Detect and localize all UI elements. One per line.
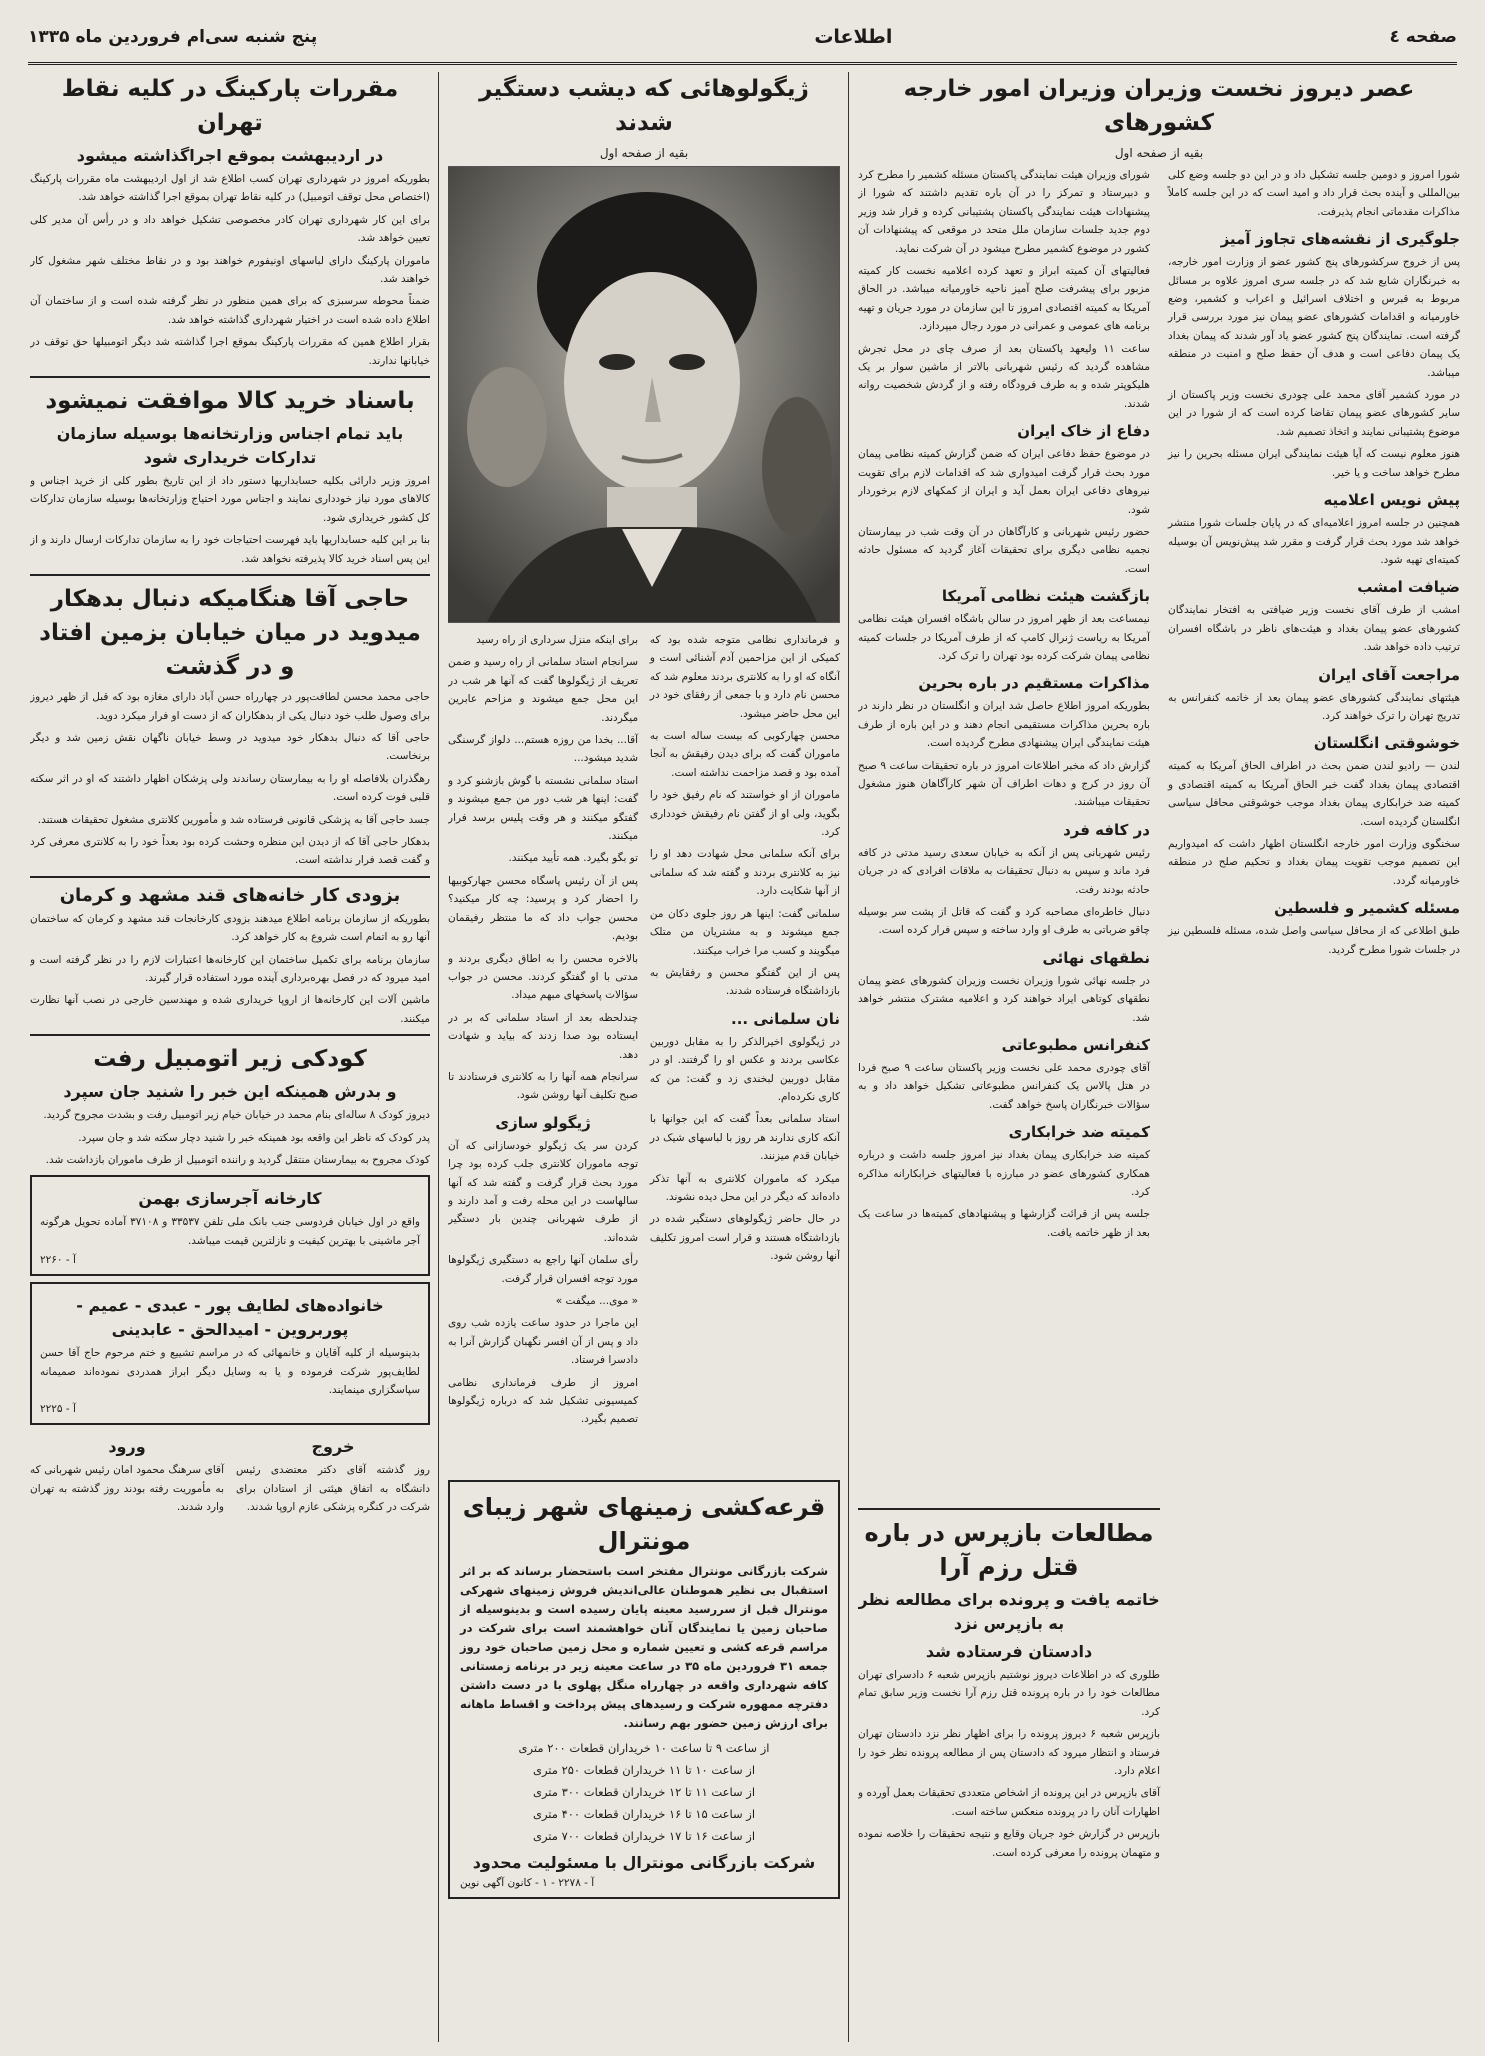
divider	[30, 876, 430, 878]
paragraph: سلمانی گفت: اینها هر روز جلوی دکان من جمع میشوند و به مشتریان من متلک میگویند و کسب مرا خراب میکنند.	[649, 907, 840, 957]
column-right	[858, 72, 1460, 2047]
paragraph: فعالیتهای آن کمیته ابراز و تعهد کرده اعلامیه نخست کار کمیته مزبور برای پیشرفت صلح آمیز ناحیه خاورمیانه میباشد. در الحاق آمریکا به کمیته اقتصادی امروز تا این سازمان در مورد جریان و تهیه برنامه های عمومی و عمرانی در مورد رجال میپردازد.	[858, 265, 1150, 333]
paragraph: روز گذشته آقای دکتر معتضدی رئیس دانشگاه به اتفاق هیئتی از استادان برای شرکت در کنگره پزشکی عازم اروپا شدند.	[236, 1464, 430, 1514]
schedule-row: از ساعت ۱۶ تا ۱۷ خریداران قطعات ۷۰۰ متری	[532, 1829, 756, 1843]
divider	[30, 574, 430, 576]
paragraph: دنبال خاطره‌ای مصاحبه کرد و گفت که قاتل از پشت سر بوسیله چاقو ضرباتی به طرف او وارد ساخته و سپس فرار کرده است.	[858, 906, 1150, 937]
divider	[30, 376, 430, 378]
ad-schedule	[460, 1737, 828, 1847]
paragraph: امروز وزیر دارائی بکلیه حسابداریها دستور داد از این تاریخ بطور کلی از خرید اجناس و کالاهای مورد نیاز خودداری نمایند و اجناس مورد احتیاج وزارتخانه‌ها بوسیله سازمان تدارکات کل کشور خریداری شود.	[30, 475, 430, 524]
departures	[236, 1431, 430, 1520]
paragraph: کمیته ضد خرابکاری پیمان بغداد نیز امروز جلسه داشت و درباره همکاری کشورهای عضو در مبارزه با فعالیتهای خرابکارانه مذاکره کرد.	[858, 1149, 1150, 1199]
paragraph: شورای وزیران هیئت نمایندگی پاکستان مسئله کشمیر را مطرح کرد و دبیرستاد و تمرکز را در آن باره تقدیم داشتند که شورا از پیشنهادات هیئت نمایندگی پاکستان پشتیبانی کرده و قرار شد وزیر دوم جدید جلسات سازمان ملل متحد در موقعی که پیشنهادات آن کشور در موضوع کشمیر مطرح میشود در آن شرکت نماید.	[858, 169, 1150, 255]
article-continuation: بقیه از صفحه اول	[1114, 146, 1204, 160]
paragraph: ماشین آلات این کارخانه‌ها از اروپا خریداری شده و مهندسین خارجی در نصب آنها نظارت میکنند.	[30, 994, 430, 1025]
subheading: دفاع از خاک ایران	[1017, 422, 1150, 441]
story-title: مطالعات بازپرس در باره قتل رزم آرا	[864, 1519, 1154, 1581]
paragraph: در حال حاضر ژیگولوهای دستگیر شده در بازداشتگاه هستند و قرار است امروز تکلیف آنها روشن شود.	[649, 1213, 840, 1263]
paragraph: شورا امروز و دومین جلسه تشکیل داد و در این دو جلسه وضع کلی بین‌المللی و آینده بحث قرار داد و امید است که در این جلسه کاملاً مذاکرات مقدماتی انجام پذیرفت.	[1168, 169, 1460, 218]
photo-caption: برای اینکه منزل سرداری از راه رسید	[476, 634, 639, 646]
paragraph: بنا بر این کلیه حسابداریها باید فهرست احتیاجات خود را به سازمان تدارکات ارسال دارند و از این پس اسناد خرید کالا پذیرفته نخواهد شد.	[30, 534, 430, 565]
ad-title: قرعه‌کشی زمینهای شهر زیبای مونترال	[462, 1493, 826, 1555]
page-header	[28, 12, 1457, 65]
paragraph: این ماجرا در حدود ساعت یازده شب روی داد و پس از آن افسر نگهبان گزارش آنرا به دادسرا فرستاد.	[448, 1317, 639, 1367]
ad-number: آ - ۲۲۶۰	[40, 1254, 76, 1267]
paragraph: تو بگو بگیرد. همه تأیید میکنند.	[508, 852, 639, 865]
column-right-inner-b	[858, 166, 1150, 1246]
paragraph: سرانجام استاد سلمانی از راه رسید و ضمن تعریف از ژیگولوها گفت که آنها هر شب در این محل جمع میشوند و مزاحم عابرین میگردند.	[448, 656, 639, 724]
article-title: ژیگولوهائی که دیشب دستگیر شدند	[479, 76, 809, 136]
paragraph: بازپرس در گزارش خود جریان وقایع و نتیجه تحقیقات را خلاصه نموده و متهمان پرونده را معرفی کرده است.	[858, 1828, 1160, 1859]
ad-number: آ - ۲۲۲۵	[40, 1403, 76, 1416]
column-right-inner-a	[1168, 166, 1460, 1246]
paragraph: پس از خروج سرکشورهای پنج کشور عضو از وزارت امور خارجه، به خبرنگاران شایع شد که در جلسه سری امروز علاوه بر مسائل مربوط به قبرس و اختلاف اسرائیل و اعراب و کشمیر، وضع خاورمیانه و اقدامات کشورهای عضو پیمان نیز مورد بررسی قرار گرفته است. نمایندگان پنج کشور عضو یاد آور شدند که پیمان بغداد یک پیمان دفاعی است و هدف آن حفظ صلح و امنیت در منطقه میباشد.	[1168, 256, 1460, 379]
subheading: کنفرانس مطبوعاتی	[1001, 1036, 1150, 1055]
paragraph: سرانجام همه آنها را به کلانتری فرستادند تا صبح تکلیف آنها روشن شود.	[448, 1070, 639, 1102]
paragraph: امروز از طرف فرمانداری نظامی کمیسیونی تشکیل شد که درباره ژیگولوها تصمیم بگیرد.	[448, 1376, 639, 1426]
ad-title: خانواده‌های لطایف پور - عبدی - عمیم - پوربروین - امیدالحق - عابدینی	[76, 1296, 384, 1340]
article-subtitle: و بدرش همینکه این خبر را شنید جان سپرد	[63, 1082, 397, 1102]
paragraph: لندن — رادیو لندن ضمن بحث در اطراف الحاق آمریکا به کمیته اقتصادی پیمان بغداد گفت خبر الحاق آمریکا به کمیته اقتصادی و کمیته ضد خرابکاری پیمان بغداد موجب خوشوقتی محافل سیاسی انگلستان گردیده است.	[1168, 760, 1460, 828]
article-title: عصر دیروز نخست وزیران وزیران امور خارجه کشورهای	[903, 76, 1415, 136]
section-title: خروج	[311, 1437, 355, 1457]
family-notice-ad	[30, 1282, 430, 1425]
schedule-row: از ساعت ۱۵ تا ۱۶ خریداران قطعات ۴۰۰ متری	[532, 1807, 756, 1821]
subheading: خوشوقتی انگلستان	[1313, 734, 1460, 753]
subheading: پیش نویس اعلامیه	[1323, 491, 1460, 510]
paragraph: و فرمانداری نظامی متوجه شده بود که کمیکی از این مزاحمین آدم آشنائی است و آنگاه که او را به کلانتری بردند معلوم شد که محسن نام دارد و با جمعی از رفقای خود در این محل حاضر میشود.	[649, 634, 840, 720]
paragraph: ماموران از او خواستند که نام رفیق خود را بگوید، ولی او از گفتن نام رفیقش خودداری کرد.	[649, 789, 840, 839]
newspaper-name: اطلاعات	[814, 26, 893, 48]
paragraph: ضمناً محوطه سرسبزی که برای همین منظور در نظر گرفته شده است و از ساختمان آن اطلاع داده شده است در اختیار شهرداری گذاشته خواهد شد.	[30, 295, 430, 326]
paragraph: هنوز معلوم نیست که آیا هیئت نمایندگی ایران مسئله بحرین را نیز مطرح خواهد ساخت و یا خیر.	[1168, 448, 1460, 479]
subheading: کمیته ضد خرابکاری	[1008, 1123, 1150, 1142]
paragraph: در جلسه نهائی شورا وزیران نخست وزیران کشورهای عضو پیمان نطقهای کوتاهی ایراد خواهند کرد و اعلامیه مشترک منتشر خواهد شد.	[858, 974, 1150, 1024]
paragraph: امشب از طرف آقای نخست وزیر ضیافتی به افتخار نمایندگان کشورهای عضو پیمان بغداد و هیئت‌های ناظر در باشگاه افسران ترتیب داده خواهد شد.	[1168, 604, 1460, 654]
paragraph: استاد سلمانی بعداً گفت که این جوانها با آنکه کاری ندارند هر روز با لباسهای شیک در خیابان قدم میزنند.	[649, 1113, 840, 1163]
paragraph: رأی سلمان آنها راجع به دستگیری ژیگولوها مورد توجه افسران قرار گرفت.	[448, 1254, 639, 1285]
subheading: مسئله کشمیر و فلسطین	[1274, 899, 1460, 918]
ad-number: آ - ۲۲۷۸ - ۱ - کانون آگهی نوین	[460, 1877, 595, 1889]
subheading: جلوگیری از نقشه‌های تجاوز آمیز	[1220, 230, 1460, 249]
schedule-row: از ساعت ۱۱ تا ۱۲ خریداران قطعات ۳۰۰ متری	[532, 1785, 756, 1799]
paragraph: رهگذران بلافاصله او را به بیمارستان رساندند ولی پزشکان اظهار داشتند که او در اثر سکته قلبی فوت کرده است.	[30, 772, 430, 804]
section-title: ورود	[108, 1437, 146, 1457]
subheading: مراجعت آقای ایران	[1318, 665, 1460, 684]
column-left	[30, 72, 430, 2047]
ad-body: بدینوسیله از کلیه آقایان و خانمهائی که در مراسم تشییع و ختم مرحوم حاج آقا حسن لطایف‌پور شرکت فرموده و یا به وسایل دیگر ابراز همدردی نموده‌اند صمیمانه سپاسگزاری مینمایند.	[40, 1347, 420, 1397]
subheading: ژیگولو سازی	[495, 1113, 591, 1132]
paragraph: هیئتهای نمایندگی کشورهای عضو پیمان بعد از خاتمه کنفرانس به تدریج تهران را ترک خواهند کرد.	[1168, 691, 1460, 722]
paragraph: بالاخره محسن را به اطاق دیگری بردند و مدتی با او گفتگو کردند. محسن در جواب سؤالات پاسخهای مبهم میداد.	[448, 952, 639, 1002]
column-center-inner-a	[650, 631, 840, 1433]
subheading: نطقهای نهائی	[1042, 948, 1150, 967]
subheading: بازگشت هیئت نظامی آمریکا	[941, 587, 1150, 606]
article-title: باسناد خرید کالا موافقت نمیشود	[45, 388, 415, 415]
story-subtitle: خاتمه یافت و پرونده برای مطالعه نظر به بازپرس نزد	[858, 1590, 1160, 1633]
article-title: حاجی آقا هنگامیکه دنبال بدهکار میدوید در میان خیابان بزمین افتاد و در گذشت	[39, 586, 421, 681]
column-rule	[438, 72, 439, 2042]
schedule-row: از ساعت ۱۰ تا ۱۱ خریداران قطعات ۲۵۰ متری	[532, 1763, 756, 1777]
article-title: کودکی زیر اتومبیل رفت	[93, 1046, 367, 1073]
paragraph: محسن چهارکوبی که بیست ساله است به ماموران گفت که برای دیدن رفیقش به آنجا آمده بود و قصد مزاحمت نداشته است.	[649, 730, 840, 779]
paragraph: پس از آن رئیس پاسگاه محسن جهارکوبیها را احضار کرد و پرسید: چه کار میکنید؟ محسن جواب داد که ما منتظر رفیقمان بودیم.	[448, 874, 639, 943]
paragraph: رئیس شهربانی پس از آنکه به خیابان سعدی رسید مدتی در کافه فرد ماند و سپس به دنبال تحقیقات به ملاقات افرادی که در جریان حادثه بودند رفت.	[858, 846, 1150, 896]
divider	[858, 1508, 1160, 1510]
column-center-inner-b	[448, 631, 638, 1433]
paragraph: آقای چودری محمد علی نخست وزیر پاکستان ساعت ۹ صبح فردا در هتل پالاس یک کنفرانس مطبوعاتی تشکیل خواهد داد و به سؤالات خبرنگاران پاسخ خواهد گفت.	[858, 1062, 1150, 1111]
paragraph: پس از این گفتگو محسن و رفقایش به بازداشتگاه فرستاده شدند.	[649, 966, 840, 998]
schedule-row: از ساعت ۹ تا ساعت ۱۰ خریداران قطعات ۲۰۰ متری	[518, 1741, 770, 1755]
paragraph: در مورد کشمیر آقای محمد علی چودری نخست وزیر پاکستان از سایر کشورهای عضو پیمان تقاضا کرده است که از شورا در این موضوع پشتیبانی نمایند و اتخاذ تصمیم شد.	[1168, 389, 1460, 438]
paragraph: سخنگوی وزارت امور خارجه انگلستان اظهار داشت که امیدواریم این تصمیم موجب تقویت پیمان بغداد و تحکیم صلح در منطقه خاورمیانه گردد.	[1168, 837, 1460, 887]
paragraph: بقرار اطلاع همین که مقررات پارکینگ بموقع اجرا گذاشته شد دیگر اتومبیلها حق توقف در خیابانها ندارند.	[30, 336, 430, 367]
paragraph: چندلحظه بعد از استاد سلمانی که بر در ایستاده بود صدا زدند که بیاید و شهادت دهد.	[448, 1011, 639, 1061]
ad-company: شرکت بازرگانی مونترال با مسئولیت محدود	[472, 1853, 816, 1872]
article-continuation: بقیه از صفحه اول	[599, 146, 689, 160]
paragraph: آقا... بخدا من روزه هستم... دلواز گرسنگی شدید میشود...	[448, 734, 639, 765]
paragraph: طبق اطلاعی که از محافل سیاسی واصل شده، مسئله فلسطین نیز در جلسات شورا مطرح گردید.	[1168, 925, 1460, 956]
paragraph: حاجی آقا که دنبال بدهکار خود میدوید در وسط خیابان ناگهان نقش زمین شد و دیگر برنخاست.	[30, 731, 430, 763]
paragraph: حاجی محمد محسن لطافت‌پور در چهارراه حسن آباد دارای مغازه بود که قبل از ظهر دیروز برای وصول طلب خود دنبال یکی از بدهکاران که از دست او فرار میکرد دوید.	[30, 691, 430, 722]
subheading: ضیافت امشب	[1357, 578, 1460, 597]
subheading: مذاکرات مستقیم در باره بحرین	[918, 674, 1150, 693]
paragraph: بطوریکه از سازمان برنامه اطلاع میدهند بزودی کارخانجات قند مشهد و کرمان که ساختمان آنها رو به اتمام است شروع به کار خواهد کرد.	[30, 912, 430, 944]
subheading: در کافه فرد	[1063, 820, 1150, 839]
paragraph: کردن سر یک ژیگولو خودسازانی که آن توجه ماموران کلانتری جلب کرده بود چرا مورد بحث قرار گرفت و گفته شد که آنها سالهاست در این محله رفت و آمد دارند و از طرف شهربانی چندین بار دستگیر شده‌اند.	[448, 1139, 639, 1244]
subheading: نان سلمانی ...	[731, 1009, 840, 1028]
page-number: صفحه ٤	[1389, 27, 1457, 47]
paragraph: بدهکار حاجی آقا که از دیدن این منظره وحشت کرده بود بعداً خود را به کلانتری معرفی کرد و گفت قصد فرار نداشته است.	[30, 835, 430, 867]
brick-factory-ad	[30, 1175, 430, 1276]
article-subtitle: باید تمام اجناس وزارتخانه‌ها بوسیله سازمان تدارکات خریداری شود	[56, 424, 404, 468]
paragraph: ماموران پارکینگ دارای لباسهای اونیفورم خواهند بود و در نقاط مختلف شهر مشغول کار خواهند شد.	[30, 254, 430, 286]
column-center	[448, 72, 840, 2047]
ad-title: کارخانه آجرسازی بهمن	[138, 1189, 322, 1209]
divider	[30, 1034, 430, 1036]
paragraph: استاد سلمانی نشسته با گوش بازشنو کرد و گفت: اینها هر شب دور من جمع میشوند و گفتگو میکنند و هر وقت پلیس برسد فرار میکنند.	[448, 774, 639, 843]
paragraph: کودک مجروح به بیمارستان منتقل گردید و راننده اتومبیل از طرف ماموران بازداشت شد.	[45, 1154, 430, 1166]
paragraph: جلسه پس از قرائت گزارشها و پیشنهادهای کمیته‌ها در ساعت یک بعد از ظهر خاتمه یافت.	[858, 1208, 1150, 1239]
article-subtitle: در اردیبهشت بموقع اجراگذاشته میشود	[76, 146, 384, 165]
ad-body: شرکت بازرگانی مونترال مفتخر است باستحضار برساند که بر اثر استقبال بی نظیر هموطنان عالی‌اندیش فروش زمینهای شهرکی مونترال قبل از سررسید معینه پایان رسیده است و بدینوسیله از صاحبان زمین یا نمایندگان آنان خواهشمند است برای شرکت در مراسم قرعه کشی و تعیین شماره و محل زمین صاحبان خود روز جمعه ۳۱ فروردین ماه ۳۵ در ساعت معینه زیر در برنامه زمستانی کافه شهرداری واقعه در چهارراه منگل پهلوی با در دست داشتن دفترچه ممهوره شرکت و رسیدهای پیش پرداخت و اقساط ماهانه برای ارزش زمین حضور بهم رسانند.	[460, 1564, 829, 1730]
paragraph: ساعت ۱۱ ولیعهد پاکستان بعد از صرف چای در محل تجرش مشاهده گردید که رئیس شهربانی بالاتر از ماشین سوار بر یک هلیکوپتر شده و به طرف فرودگاه رفته و از گردش شخصیت روانه شدند.	[858, 342, 1150, 410]
paragraph: بازپرس شعبه ۶ دیروز پرونده را برای اظهار نظر نزد دادستان تهران فرستاد و انتظار میرود که دادستان پس از مطالعه پرونده نظر خود را اعلام دارد.	[858, 1728, 1160, 1778]
paragraph: در موضوع حفظ دفاعی ایران که ضمن گزارش کمیته نظامی پیمان مورد بحث قرار گرفت امیدواری شد که اقدامات لازم برای تقویت نیروهای دفاعی ایران بعمل آید و ایران از کمکهای لازم برخوردار شود.	[858, 448, 1150, 516]
paragraph: برای آنکه سلمانی محل شهادت دهد او را نیز به کلانتری بردند و گفته شد که سلمانی از آنها شکایت دارد.	[649, 848, 840, 898]
paragraph: بطوریکه امروز اطلاع حاصل شد ایران و انگلستان در نظر دارند در باره بحرین مذاکرات مستقیمی انجام دهند و در این باره از طرف هیئت نمایندگی ایران پیشنهادی مطرح گردیده است.	[858, 700, 1150, 750]
story-subtitle: دادستان فرستاده شد	[925, 1642, 1093, 1661]
paragraph: پدر کودک که ناظر این واقعه بود همینکه خبر را شنید دچار سکته شد و جان سپرد.	[78, 1131, 430, 1144]
article-title: بزودی کار خانه‌های قند مشهد و کرمان	[59, 884, 401, 906]
paragraph: آقای بازپرس در این پرونده از اشخاص متعددی تحقیقات بعمل آورده و اظهارات آنان را در پرونده منعکس ساخته است.	[858, 1787, 1160, 1818]
ad-body: واقع در اول خیابان فردوسی جنب بانک ملی تلفن ۳۳۵۳۷ و ۳۷۱۰۸ آماده تحویل هرگونه آجر ماشینی با بهترین کیفیت و نازلترین قیمت میباشد.	[40, 1216, 421, 1247]
paragraph: طلوری که در اطلاعات دیروز نوشتیم بازپرس شعبه ۶ دادسرای تهران مطالعات خود را در باره پرونده قتل رزم آرا نخست وزیر سابق تمام کرد.	[858, 1669, 1160, 1718]
paragraph: آقای سرهنگ محمود امان رئیس شهربانی که به مأموریت رفته بودند روز گذشته به تهران وارد شدند.	[30, 1464, 224, 1514]
paragraph: « موی... میگفت »	[555, 1295, 639, 1307]
arrivals	[30, 1431, 224, 1520]
paragraph: برای این کار شهرداری تهران کادر مخصوصی تشکیل خواهد داد و در رأس آن مدیر کلی تعیین خواهد شد.	[30, 213, 430, 245]
bottom-story	[858, 1502, 1160, 1866]
paragraph: نیمساعت بعد از ظهر امروز در سالن باشگاه افسران هیئت نظامی آمریکا به ریاست ژنرال کامپ که از طرف آمریکا در جلسات کمیته نظامی پیمان شرکت کرده بود تهران را ترک کرد.	[858, 613, 1150, 662]
paragraph: گزارش داد که مخبر اطلاعات امروز در باره تحقیقات ساعت ۹ صبح آن روز در کرج و دهات اطراف آن شهر کارآگاهان هنوز مشغول تحقیقات میباشند.	[858, 759, 1150, 809]
paragraph: جسد حاجی آقا به پزشکی قانونی فرستاده شد و مأمورین کلانتری مشغول تحقیقات هستند.	[37, 813, 430, 826]
portrait-photo	[448, 166, 840, 623]
article-title: مقررات پارکینگ در کلیه نقاط تهران	[61, 76, 399, 136]
departures-arrivals	[30, 1431, 430, 1520]
paragraph: بطوریکه امروز در شهرداری تهران کسب اطلاع شد از اول اردیبهشت ماه مقررات پارکینگ (اختصاص محل توقف اتومبیل) در کلیه نقاط تهران بموقع اجرا گذاشته خواهد شد.	[30, 173, 430, 204]
paragraph: سازمان برنامه برای تکمیل ساختمان این کارخانه‌ها اعتبارات لازم را در نظر گرفته است و امید میرود که در فصل بهره‌برداری آینده مورد استفاده قرار گیرند.	[30, 953, 430, 984]
paragraph: دیروز کودک ۸ ساله‌ای بنام محمد در خیابان خیام زیر اتومبیل رفت و بشدت مجروح گردید.	[43, 1109, 430, 1122]
paragraph: میکرد که ماموران کلانتری به آنها تذکر داده‌اند که دیگر در این محل دیده نشوند.	[649, 1172, 840, 1203]
lottery-advertisement	[448, 1480, 840, 1899]
paragraph: حضور رئیس شهربانی و کارآگاهان در آن وقت شب در بیمارستان نجمیه نظامی دیگری برای تحقیقات آغاز گردید که مسئول حادثه است.	[858, 525, 1150, 575]
portrait-illustration	[448, 167, 839, 622]
issue-date: پنج شنبه سی‌ام فروردین ماه ۱۳۳۵	[28, 27, 318, 47]
paragraph: همچنین در جلسه امروز اعلامیه‌ای که در پایان جلسات شورا منتشر خواهد شد مورد بحث قرار گرفت و مقرر شد پیش‌نویس آن بوسیله کمیته‌ای تهیه شود.	[1168, 517, 1460, 566]
paragraph: در ژیگولوی اخیرالذکر را به مقابل دوربین عکاسی بردند و عکس او را گرفتند. او در مقابل دوربین لبخندی زد و گفت: من که کاری نکرده‌ام.	[649, 1035, 840, 1103]
column-rule	[848, 72, 849, 2042]
